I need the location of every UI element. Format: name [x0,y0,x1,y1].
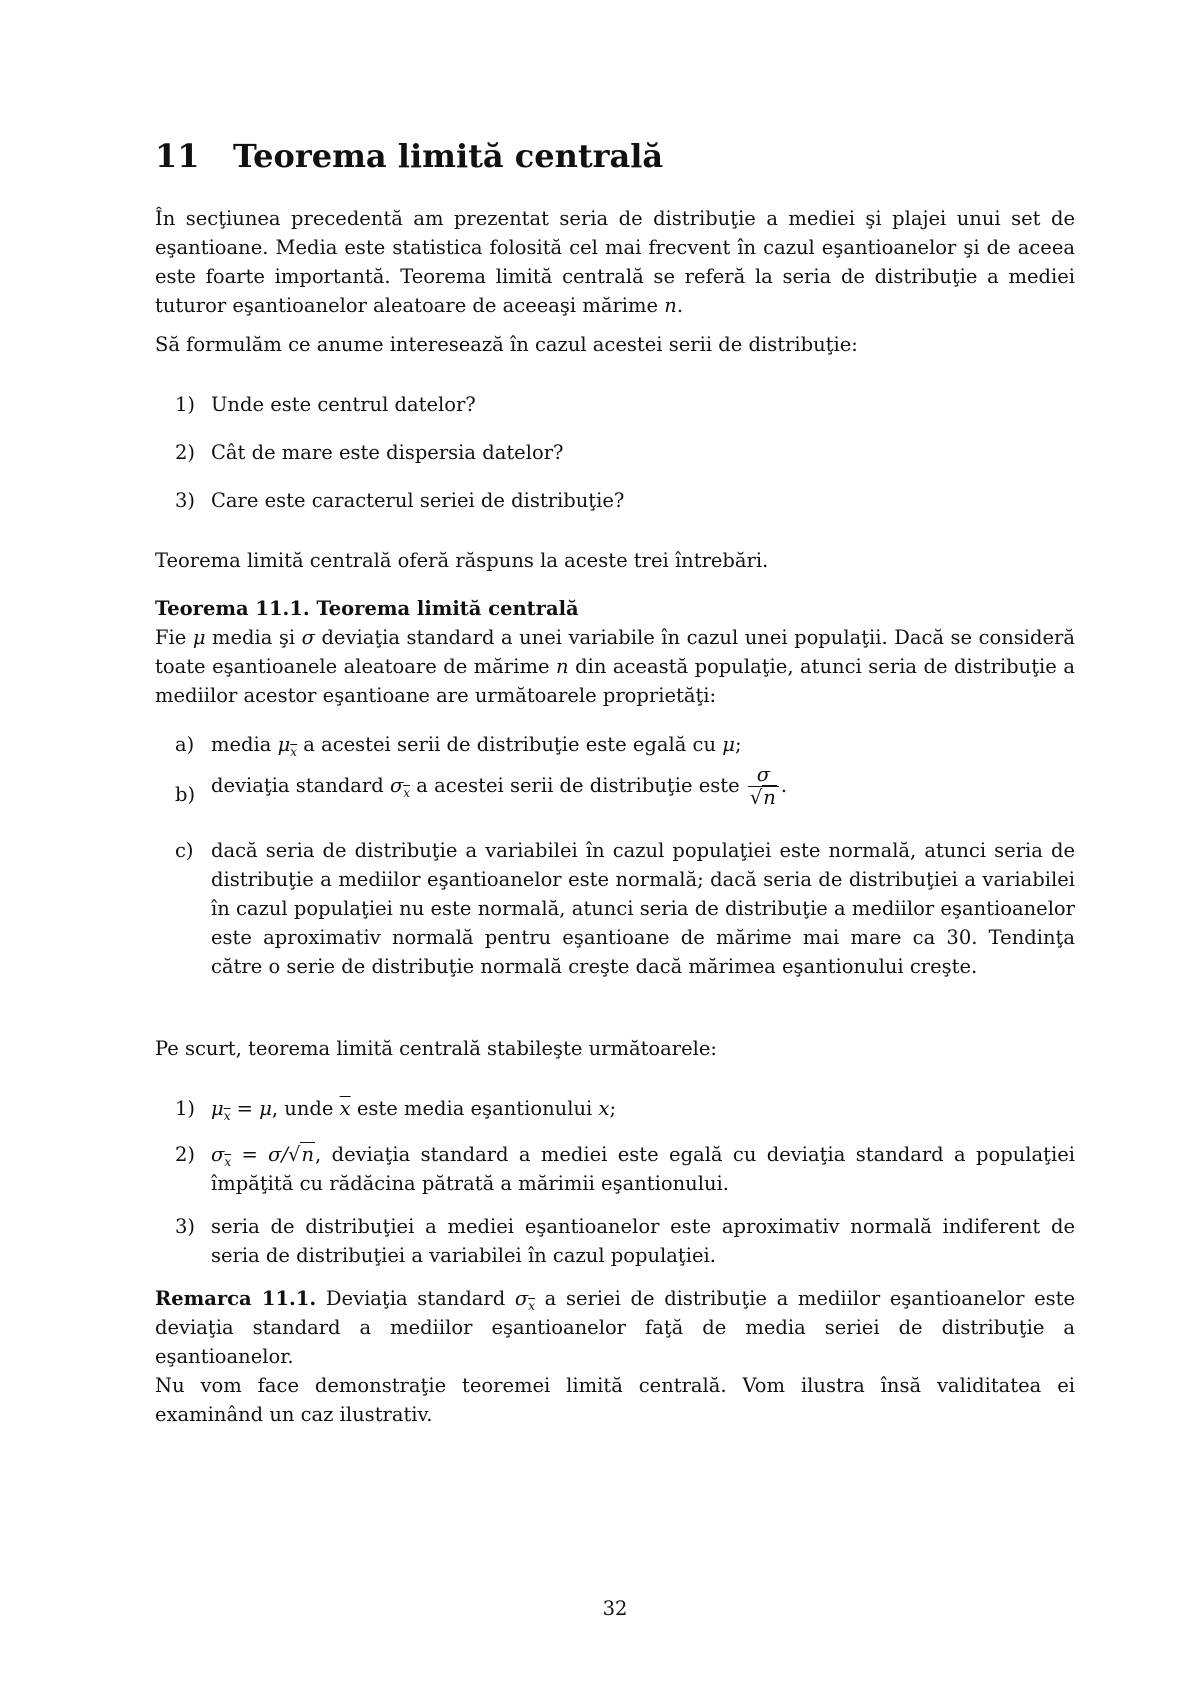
question-label: 1) [175,393,196,416]
intro-paragraph [155,204,1075,320]
question-label: 2) [175,441,196,464]
question-text: Unde este centrul datelor? [211,393,476,416]
answer-line: Teorema limită centrală oferă răspuns la aceste trei întrebări. [155,549,769,572]
remark-title: Remarca 11.1. [155,1287,317,1310]
sigma-over-root-n: $\frac{\sigma}{√n}$ [748,764,779,809]
question-intro: Să formulăm ce anume interesează în cazul acestei serii de distribuţie: [155,333,858,356]
question-text: Cât de mare este dispersia datelor? [211,441,564,464]
summary-intro: Pe scurt, teorema limită centrală stabileşte următoarele: [155,1037,717,1060]
page-number: 32 [602,1597,628,1620]
theorem-block [155,594,1075,710]
remark-block: Remarca 11.1. Deviaţia standard $\sigma_{\overline{x}}$ a seriei de distribuţie a mediilor eşantioanelor este deviaţia standard a mediilor eşantioanelor faţă de media seriei de distribuţie a eşantioanelor. [155,1287,1076,1368]
closing-paragraph: Nu vom face demonstraţie teoremei limită centrală. Vom ilustra însă validitatea ei examinând un caz ilustrativ. [155,1374,1075,1426]
section-title: Teorema limită centrală [233,137,664,175]
question-label: 3) [175,489,196,512]
theorem-statement: Fie μ media şi σ deviaţia standard a unei variabile în cazul unei populaţii. Dacă se consideră toate eşantioanele aleatoare de mărime n din această populaţie, atunci seria de distribuţie a mediilor acestor eşantioane are următoarele proprietăţi: [155,626,1075,707]
section-number: 11 [155,137,200,175]
intro-end: . [676,294,684,317]
intro-var-n: n [664,294,677,317]
section-heading [155,136,663,176]
intro-text: În secţiunea precedentă am prezentat seria de distribuţie a mediei şi plajei unui set de eşantioane. Media este statistica folosită cel mai frecvent în cazul eşantioanelor şi de aceea este foarte importantă. Teorema limită centrală se referă la seria de distribuţie a mediei tuturor eşantioanelor aleatoare de aceeaşi mărime [155,207,1075,317]
question-text: Care este caracterul seriei de distribuţie? [211,489,625,512]
document-page: 11 Teorema limită centrală În secţiunea precedentă am prezentat seria de distribuţie a mediei şi plajei unui set de eşantioane. Media este statistica folosită cel mai frecvent în cazul eşantioanelor şi de aceea este foarte importantă. Teorema limită centrală se referă la seria de distribuţie a mediei tuturor eşantioanelor aleatoare de aceeaşi mărime n. Să formulăm ce anume interesează în cazul acestei serii de distribuţie: 1) Unde este centrul datelor? 2) Cât de mare este dispersia datelor? 3) Care este caracterul seriei de distribuţie? Teorema limită centrală oferă răspuns la aceste trei întrebări. Teorema 11.1. Teorema limită centrală Fie μ media şi σ deviaţia standard a unei variabile în cazul unei populaţii. Dacă se consideră toate eşantioanele aleatoare de mărime n din această populaţie, atunci seria de distribuţie a mediilor acestor eşantioane are următoarele proprietăţi: a) media $\mu_{\overline{x}}$ a acestei serii de distribuţie este egală cu μ; b) deviaţia standard $\sigma_{\overline{x}}$ a acestei serii de distribuţie este $\frac{\sigma}{√n}$ . c) dacă seria de distribuţie a variabilei în cazul populaţiei este normală, atunci seria de distribuţie a mediilor eşantioanelor este normală; dacă seria de distribuţiei a variabilei în cazul populaţiei nu este normală, atunci seria de distribuţie a mediilor eşantioanelor este aproximativ normală pentru eşantioane de mărime mai mare ca 30. Tendinţa către o serie de distribuţie normală creşte dacă mărimea eşantionului creşte. Pe scurt, teorema limită centrală stabileşte următoarele: 1) $\mu_{\overline{x}} = \mu$, unde $\overline{x}$ este media eşantionului x; 2) $\sigma_{\overline{x}} = \sigma/√n$, deviaţia standard a mediei este egală cu deviaţia standard a populaţiei împăţită cu rădăcina pătrată a mărimii eşantionului. 3) seria de distribuţiei a mediei eşantioanelor este aproximativ normală indiferent de seria de distribuţiei a variabilei în cazul populaţiei. Remarca 11.1. Deviaţia standard $\sigma_{\overline{x}}$ a seriei de distribuţie a mediilor eşantioanelor este deviaţia standard a mediilor eşantioanelor faţă de media seriei de distribuţie a eşantioanelor. Nu vom face demonstraţie teoremei limită centrală. Vom ilustra însă validitatea ei examinând un caz ilustrativ. 32 [0,0,1200,1698]
theorem-title: Teorema 11.1. Teorema limită centrală [155,597,579,620]
